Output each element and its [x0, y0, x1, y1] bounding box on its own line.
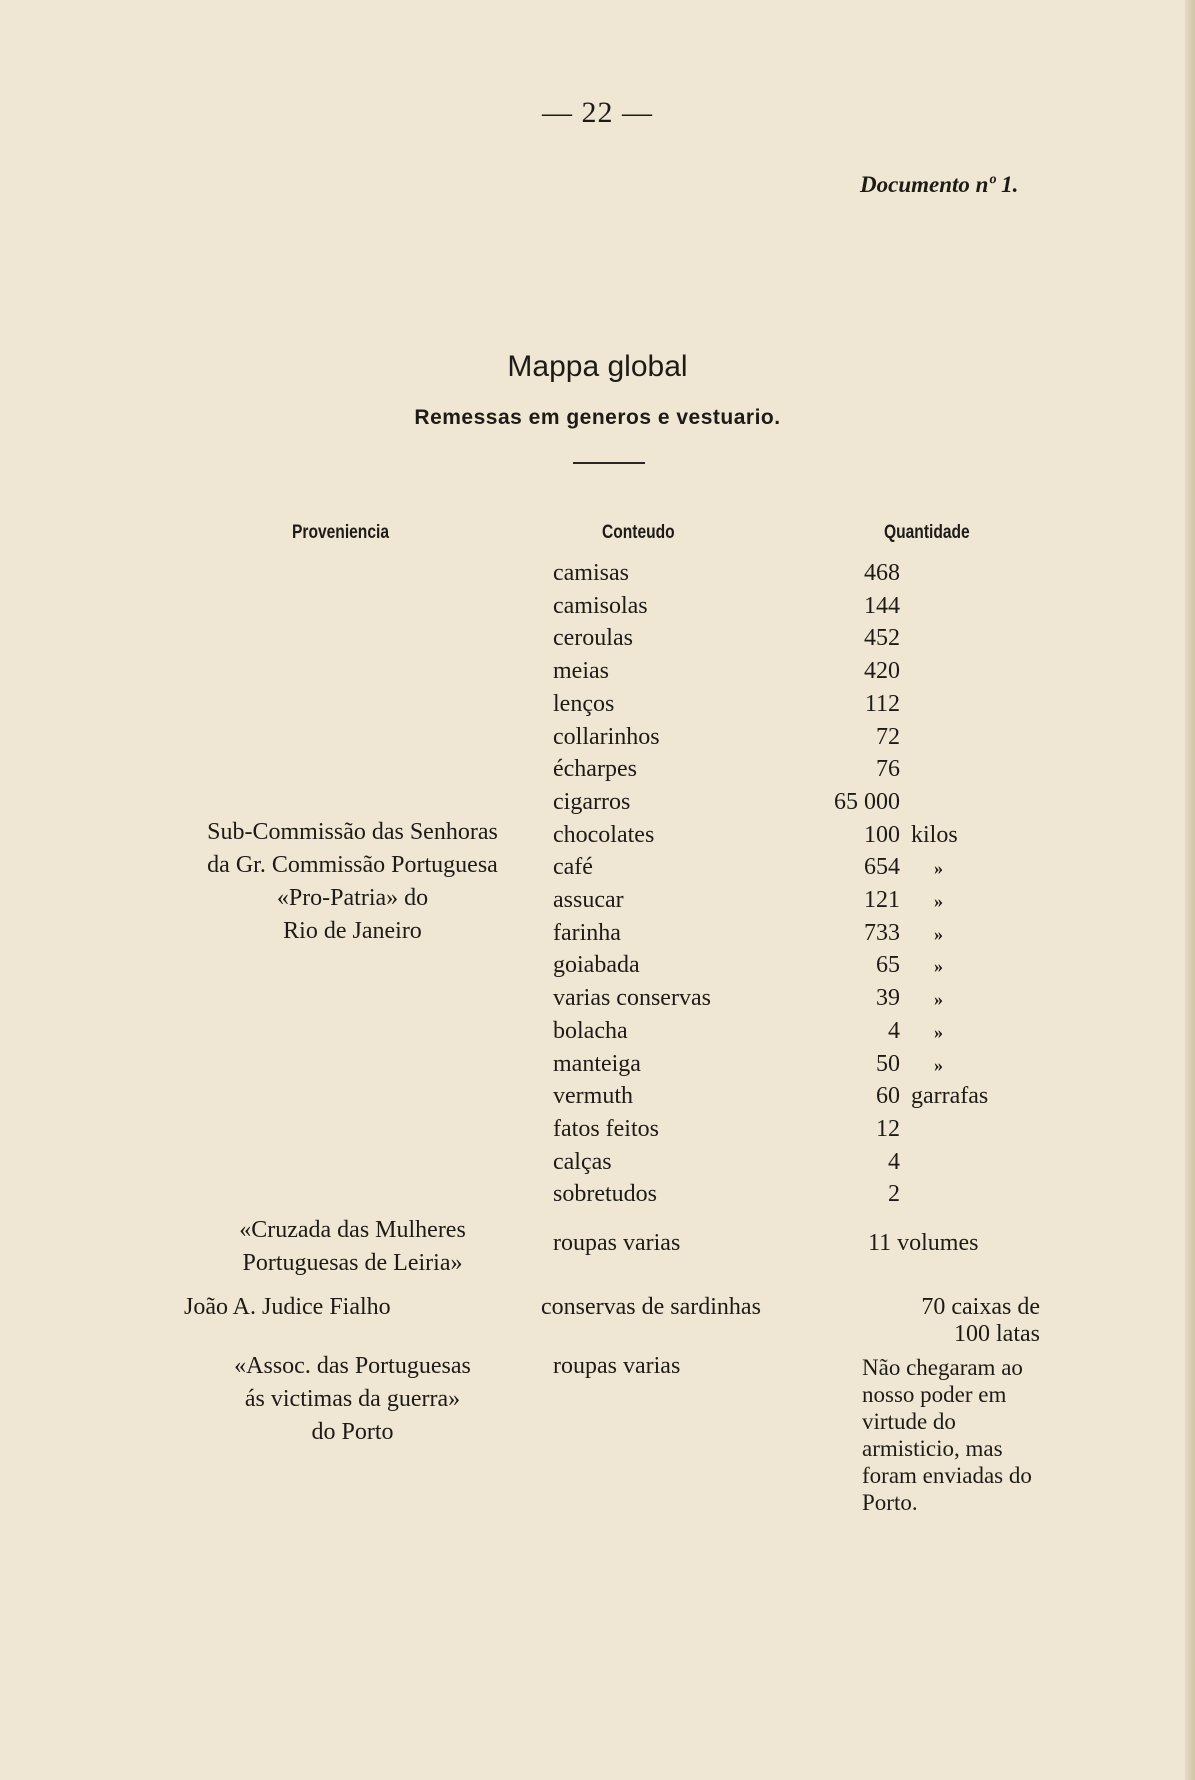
quantity-cell: 50 [876, 1051, 900, 1077]
content-cell: lenços [553, 691, 615, 717]
content-cell: camisolas [553, 593, 648, 619]
content-cell: écharpes [553, 756, 637, 782]
header-content: Conteudo [602, 522, 675, 543]
quantity-cell: 144 [864, 593, 900, 619]
quantity-line: 100 latas [954, 1321, 1040, 1347]
quantity-cell [868, 1294, 1040, 1348]
unit-cell: kilos [911, 822, 958, 848]
content-cell: roupas varias [553, 1230, 681, 1256]
page-title: Mappa global [507, 350, 688, 383]
quantity-cell: 112 [864, 691, 900, 717]
quantity-cell: 60 [876, 1083, 900, 1109]
unit-cell: » [934, 989, 943, 1009]
origin-line: da Gr. Commissão Portuguesa [207, 852, 498, 878]
content-cell: sobretudos [553, 1181, 657, 1207]
content-cell: calças [553, 1149, 612, 1175]
quantity-cell: 11 volumes [868, 1230, 979, 1256]
quantity-cell: 4 [888, 1149, 900, 1175]
page-number: — 22 — [542, 96, 653, 129]
page-edge [1185, 0, 1195, 1780]
quantity-cell: 4 [888, 1018, 900, 1044]
quantity-cell: 733 [864, 920, 900, 946]
origin-line: «Pro-Patria» do [276, 885, 429, 911]
content-cell: vermuth [553, 1083, 633, 1109]
content-cell: meias [553, 658, 609, 684]
header-origin: Proveniencia [292, 522, 389, 543]
unit-cell: » [934, 858, 943, 878]
content-cell: collarinhos [553, 724, 660, 750]
divider [573, 462, 645, 464]
origin-group-1 [175, 816, 530, 948]
origin-group-4 [175, 1350, 530, 1449]
content-cell: ceroulas [553, 625, 633, 651]
origin-line: Sub-Commissão das Senhoras [207, 819, 498, 845]
content-cell: bolacha [553, 1018, 628, 1044]
origin-group-2 [175, 1214, 530, 1280]
quantity-cell: 65 [876, 952, 900, 978]
unit-cell: » [934, 1055, 943, 1075]
content-cell: conservas de sardinhas [541, 1294, 761, 1320]
unit-cell: » [934, 924, 943, 944]
content-cell: manteiga [553, 1051, 641, 1077]
unit-cell: » [934, 1022, 943, 1042]
content-cell: chocolates [553, 822, 655, 848]
quantity-cell: 76 [876, 756, 900, 782]
document-reference: Documento nº 1. [860, 172, 1019, 197]
note-cell: Não chegaram ao nosso poder em virtude do armisticio, mas foram enviadas do Porto. [862, 1355, 1032, 1515]
origin-line: «Assoc. das Portuguesas [234, 1353, 471, 1379]
unit-cell: garrafas [911, 1083, 989, 1109]
origin-line: Portuguesas de Leiria» [242, 1250, 463, 1276]
origin-line: do Porto [311, 1419, 394, 1445]
content-cell: camisas [553, 560, 629, 586]
quantity-cell: 452 [864, 625, 900, 651]
header-quantity: Quantidade [884, 522, 970, 543]
content-cell: roupas varias [553, 1353, 681, 1379]
content-cell: assucar [553, 887, 624, 913]
origin-group-3: João A. Judice Fialho [184, 1294, 391, 1320]
content-cell: varias conservas [553, 985, 711, 1011]
content-cell: cigarros [553, 789, 631, 815]
quantity-cell: 72 [876, 724, 900, 750]
content-cell: café [553, 854, 593, 880]
origin-line: Rio de Janeiro [283, 918, 422, 944]
quantity-line: 70 caixas de [921, 1294, 1040, 1320]
content-cell: farinha [553, 920, 621, 946]
quantity-cell: 2 [888, 1181, 900, 1207]
quantity-cell: 420 [864, 658, 900, 684]
quantity-cell: 654 [864, 854, 900, 880]
quantity-cell: 468 [864, 560, 900, 586]
quantity-cell: 12 [876, 1116, 900, 1142]
origin-line: «Cruzada das Mulheres [239, 1217, 466, 1243]
quantity-cell: 100 [864, 822, 900, 848]
page-subtitle: Remessas em generos e vestuario. [414, 406, 781, 429]
content-cell: goiabada [553, 952, 640, 978]
content-cell: fatos feitos [553, 1116, 659, 1142]
quantity-cell: 65 000 [834, 789, 900, 815]
quantity-cell: 39 [876, 985, 900, 1011]
unit-cell: » [934, 891, 943, 911]
quantity-cell: 121 [864, 887, 900, 913]
origin-line: ás victimas da guerra» [244, 1386, 461, 1412]
unit-cell: » [934, 956, 943, 976]
